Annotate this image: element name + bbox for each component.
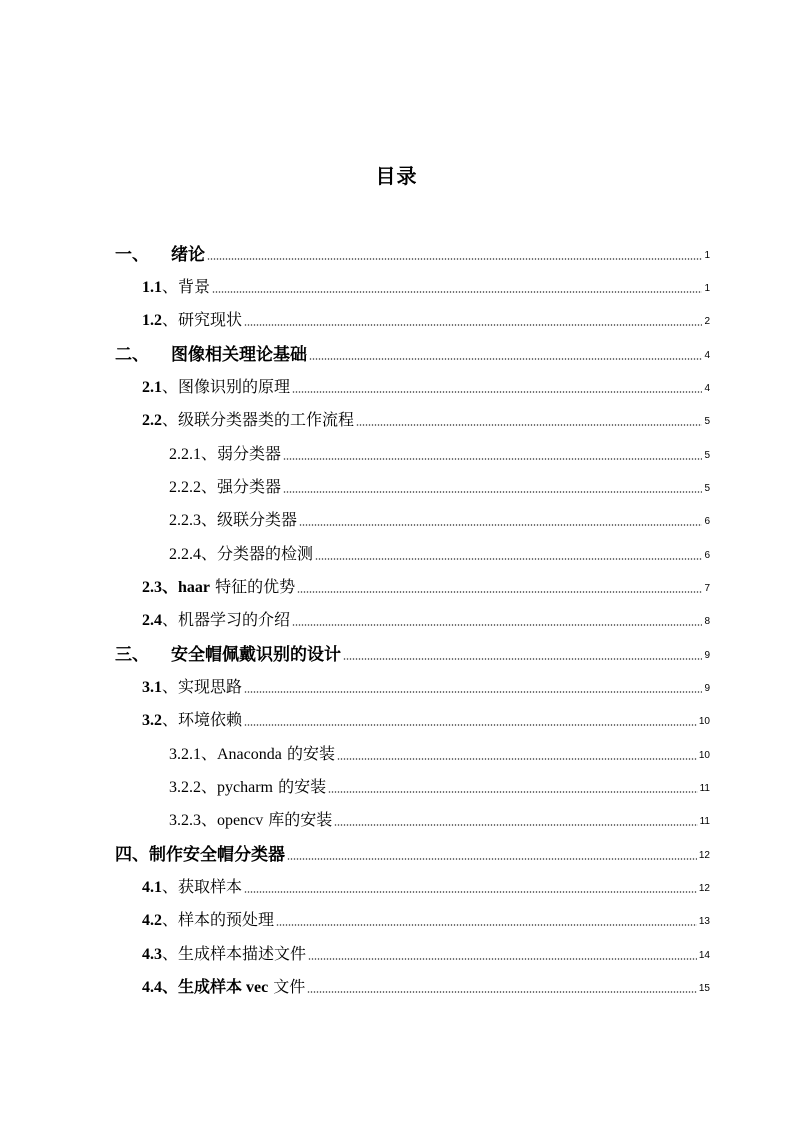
- toc-title: 图像相关理论基础: [171, 345, 307, 365]
- toc-latin-term: 、生成样本 vec: [162, 979, 269, 996]
- toc-latin-term: 、Anaconda: [201, 746, 282, 763]
- toc-page-number: 5: [704, 483, 710, 494]
- dot-leader: [244, 691, 702, 693]
- toc-page-number: 13: [698, 916, 710, 927]
- toc-entry-2-1[interactable]: [142, 371, 710, 399]
- toc-page-number: 12: [698, 850, 710, 861]
- toc-title: 、强分类器: [201, 477, 282, 496]
- dot-leader: [292, 624, 702, 626]
- toc-title: 、级联分类器: [201, 510, 298, 529]
- dot-leader: [334, 824, 697, 826]
- toc-page-number: 4: [704, 350, 710, 361]
- dot-leader: [309, 358, 702, 360]
- toc-latin-term: 、pycharm: [201, 779, 273, 796]
- toc-number: 3.2.3: [169, 812, 201, 829]
- dot-leader: [283, 458, 702, 460]
- toc-number: 3.1: [142, 679, 162, 696]
- toc-page-number: 5: [704, 450, 710, 461]
- toc-number: 2.2.1: [169, 446, 201, 463]
- toc-number: 2.2: [142, 412, 162, 429]
- toc-title: 、实现思路: [162, 677, 243, 696]
- toc-page-number: 1: [704, 283, 710, 294]
- toc-page-number: 11: [699, 783, 710, 794]
- toc-number: 3.2: [142, 712, 162, 729]
- dot-leader: [337, 758, 697, 760]
- dot-leader: [356, 424, 702, 426]
- dot-leader: [307, 991, 697, 993]
- toc-title: 特征的优势: [210, 577, 296, 596]
- toc-number: 2.3: [142, 579, 162, 596]
- toc-number: 一、: [115, 245, 149, 265]
- toc-number: 1.1: [142, 279, 162, 296]
- toc-page-number: 14: [698, 950, 710, 961]
- toc-number: 四、: [115, 845, 149, 865]
- dot-leader: [297, 591, 702, 593]
- toc-page-number: 10: [698, 750, 710, 761]
- toc-number: 二、: [115, 345, 149, 365]
- toc-entry-3-2-2[interactable]: [169, 771, 710, 799]
- toc-entry-3-1[interactable]: [142, 671, 710, 699]
- toc-title: 、获取样本: [162, 877, 243, 896]
- page-title: 目录: [375, 164, 418, 188]
- toc-title: 、图像识别的原理: [162, 377, 291, 396]
- dot-leader: [299, 524, 702, 526]
- toc-entry-2-3[interactable]: [142, 571, 710, 599]
- toc-title: 安全帽佩戴识别的设计: [171, 645, 341, 665]
- toc-number: 2.1: [142, 379, 162, 396]
- toc-page-number: 8: [704, 616, 710, 627]
- toc-entry-chapter-3[interactable]: [115, 638, 710, 666]
- toc-title: 、弱分类器: [201, 444, 282, 463]
- toc-title: 、样本的预处理: [162, 910, 275, 929]
- toc-title: 的安装: [272, 777, 327, 796]
- toc-title: 、分类器的检测: [201, 544, 314, 563]
- dot-leader: [276, 924, 697, 926]
- toc-entry-4-2[interactable]: [142, 904, 710, 932]
- toc-entry-3-2-1[interactable]: [169, 738, 710, 766]
- toc-entry-1-1[interactable]: [142, 271, 710, 299]
- toc-entry-1-2[interactable]: [142, 304, 710, 332]
- toc-title: 、生成样本描述文件: [162, 944, 307, 963]
- dot-leader: [244, 324, 702, 326]
- toc-title: 文件: [268, 977, 306, 996]
- toc-number: 4.2: [142, 912, 162, 929]
- toc-title: 制作安全帽分类器: [149, 845, 285, 865]
- toc-entry-3-2-3[interactable]: [169, 804, 710, 832]
- toc-title: 、级联分类器类的工作流程: [162, 410, 355, 429]
- toc-title: 库的安装: [263, 810, 333, 829]
- toc-page-number: 9: [704, 683, 710, 694]
- toc-latin-term: 、haar: [162, 579, 211, 596]
- toc-page-number: 5: [704, 416, 710, 427]
- toc-number: 3.2.1: [169, 746, 201, 763]
- toc-title: 、研究现状: [162, 310, 243, 329]
- toc-page-number: 6: [704, 550, 710, 561]
- toc-entry-2-2-4[interactable]: [169, 538, 710, 566]
- toc-entry-4-1[interactable]: [142, 871, 710, 899]
- toc-title: 、环境依赖: [162, 710, 243, 729]
- dot-leader: [315, 558, 702, 560]
- toc-number: 3.2.2: [169, 779, 201, 796]
- toc-title: 、机器学习的介绍: [162, 610, 291, 629]
- toc-number: 4.4: [142, 979, 162, 996]
- toc-page-number: 9: [704, 650, 710, 661]
- toc-latin-term: 、opencv: [201, 812, 264, 829]
- toc-page-number: 15: [698, 983, 710, 994]
- dot-leader: [287, 858, 697, 860]
- toc-entry-2-2-3[interactable]: [169, 504, 710, 532]
- toc-entry-2-2[interactable]: [142, 404, 710, 432]
- toc-number: 4.3: [142, 946, 162, 963]
- toc-number: 4.1: [142, 879, 162, 896]
- toc-page-number: 12: [698, 883, 710, 894]
- toc-page-number: 7: [704, 583, 710, 594]
- dot-leader: [244, 891, 697, 893]
- toc-entry-4-4[interactable]: [142, 971, 710, 999]
- toc-page-number: 6: [704, 516, 710, 527]
- toc-entry-chapter-1[interactable]: [115, 238, 710, 266]
- toc-entry-chapter-2[interactable]: [115, 338, 710, 366]
- toc-page-number: 4: [704, 383, 710, 394]
- dot-leader: [328, 791, 698, 793]
- toc-number: 2.2.3: [169, 512, 201, 529]
- toc-entry-2-2-1[interactable]: [169, 438, 710, 466]
- toc-entry-2-4[interactable]: [142, 604, 710, 632]
- toc-number: 2.2.2: [169, 479, 201, 496]
- toc-number: 2.4: [142, 612, 162, 629]
- toc-page-number: 11: [699, 816, 710, 827]
- toc-title: 绪论: [171, 245, 205, 265]
- dot-leader: [244, 724, 697, 726]
- toc-number: 三、: [115, 645, 149, 665]
- dot-leader: [207, 258, 702, 260]
- dot-leader: [343, 658, 702, 660]
- dot-leader: [283, 491, 702, 493]
- toc-entry-3-2[interactable]: [142, 704, 710, 732]
- toc-entry-chapter-4[interactable]: [115, 838, 710, 866]
- toc-number: 1.2: [142, 312, 162, 329]
- dot-leader: [212, 291, 702, 293]
- toc-page-number: 2: [704, 316, 710, 327]
- toc-number: 2.2.4: [169, 546, 201, 563]
- dot-leader: [308, 958, 697, 960]
- toc-page-number: 10: [698, 716, 710, 727]
- toc-page-number: 1: [704, 250, 710, 261]
- toc-title: 、背景: [162, 277, 211, 296]
- dot-leader: [292, 391, 702, 393]
- toc-entry-2-2-2[interactable]: [169, 471, 710, 499]
- toc-title: 的安装: [281, 744, 335, 763]
- toc-entry-4-3[interactable]: [142, 938, 710, 966]
